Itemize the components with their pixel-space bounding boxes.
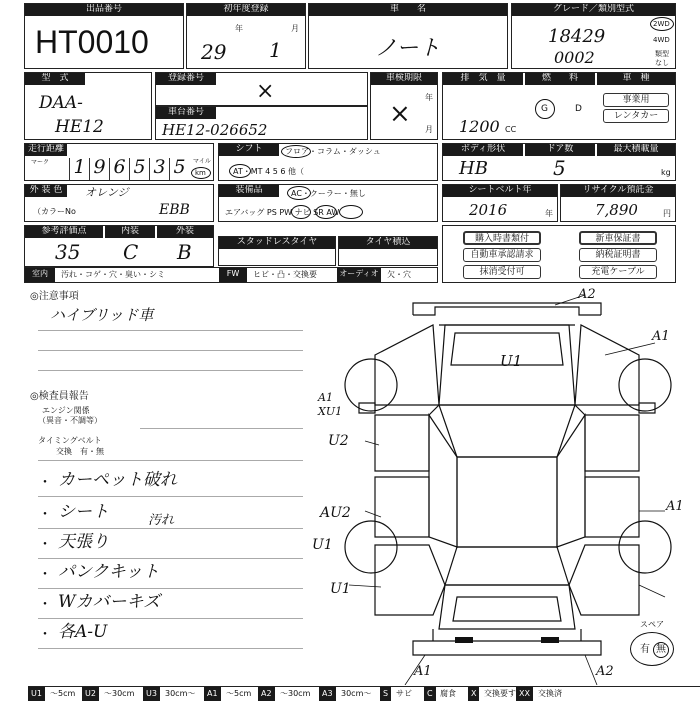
color-no-label: （カラーNo — [33, 207, 76, 216]
door-header: ドア数 — [525, 144, 595, 156]
equipment-row-1: AC・クーラー・無し — [291, 189, 366, 198]
color-value: オレンジ — [85, 186, 129, 199]
engine-header: 排 気 量 — [443, 73, 523, 85]
damage-mark: A1 — [318, 391, 333, 404]
exterior-score: B — [177, 240, 192, 264]
lot-number: HT0010 — [35, 24, 149, 60]
report-bullet: ・ — [38, 507, 52, 523]
studless-box — [218, 236, 336, 266]
ref-score: 35 — [55, 240, 81, 264]
mileage-digit: 5 — [169, 158, 189, 180]
car-name-header: 車 名 — [309, 4, 507, 16]
recycle-box — [560, 184, 676, 222]
model-box — [24, 72, 152, 140]
damage-mark: U2 — [328, 433, 349, 449]
fuel-header: 燃 料 — [525, 73, 595, 85]
mileage-digits — [69, 156, 189, 180]
shift-header: シフト — [219, 144, 279, 156]
damage-mark: A2 — [578, 287, 596, 302]
mileage-unit-km: km — [195, 169, 206, 177]
legend-code: U3 — [143, 687, 160, 701]
color-header: 外 装 色 — [25, 185, 67, 197]
inspection-header: 車検期限 — [371, 73, 437, 85]
legend-code: S — [380, 687, 391, 701]
ruled-line — [38, 460, 303, 461]
equipment-header: 装備品 — [219, 185, 279, 197]
engine-relation-label: エンジン関係 — [42, 406, 90, 415]
seatbelt-value: 2016 — [469, 201, 508, 219]
report-item: 天張り — [58, 532, 109, 552]
legend-code: A3 — [319, 687, 336, 701]
drive-2wd: 2WD — [653, 20, 670, 28]
equipment-row-2: エアバッグ PS PW ナビ SR AW — [225, 208, 340, 217]
report-item: Wカバーキズ — [58, 592, 161, 612]
model-header: 型 式 — [25, 73, 85, 85]
use-business: 事業用 — [603, 93, 669, 107]
tire-box — [338, 236, 438, 266]
seatbelt-unit: 年 — [545, 209, 553, 218]
mileage-digit: 6 — [109, 158, 129, 180]
damage-mark: AU2 — [320, 505, 351, 521]
ruled-line — [38, 528, 303, 529]
report-bullet: ・ — [38, 597, 52, 613]
report-items — [0, 0, 1, 1]
registration-number-header: 登録番号 — [156, 73, 216, 85]
mileage-digit: 9 — [89, 158, 109, 180]
report-bullet: ・ — [38, 537, 52, 553]
ruled-line — [38, 370, 303, 371]
doc-approval: 自動車承認請求 — [463, 248, 541, 262]
damage-mark: A1 — [652, 329, 670, 344]
grade-box — [511, 3, 676, 69]
fuel-g: G — [541, 104, 548, 114]
report-item: カーペット破れ — [58, 470, 177, 490]
first-registration-header: 初年度登録 — [187, 4, 305, 16]
legend-code: U1 — [28, 687, 45, 701]
damage-mark: U1 — [330, 581, 351, 597]
room-row — [24, 267, 438, 283]
legend-text: 30cm～ — [165, 689, 196, 698]
legend-text: 腐食 — [440, 689, 456, 698]
ref-score-header: 参考評価点 — [25, 226, 103, 238]
legend-code: U2 — [82, 687, 99, 701]
damage-mark: A1 — [666, 499, 684, 514]
floor-circle — [281, 145, 311, 158]
mileage-mark: マーク — [31, 159, 50, 166]
doc-cancel: 抹消受付可 — [463, 265, 541, 279]
audio-label: オーディオ — [337, 268, 381, 282]
lot-number-header: 出品番号 — [25, 4, 183, 16]
report-item-2-extra: 汚れ — [148, 513, 175, 528]
damage-mark: A2 — [596, 664, 614, 679]
registration-number: × — [256, 79, 275, 104]
ruled-line — [38, 618, 303, 619]
chassis-number-box — [155, 106, 368, 140]
body-box — [442, 143, 676, 181]
room-label: 室内 — [25, 268, 55, 282]
report-item: シート — [58, 502, 109, 522]
body-value: HB — [459, 158, 488, 179]
door-value: 5 — [553, 156, 566, 180]
inspection-year: 年 — [425, 93, 433, 102]
engine-box — [442, 72, 676, 140]
registration-number-box — [155, 72, 368, 106]
car-name-box — [308, 3, 508, 69]
legend-code: X — [468, 687, 479, 701]
month-unit: 月 — [291, 24, 299, 33]
damage-mark: U1 — [312, 537, 333, 553]
navi-circle — [339, 205, 363, 219]
recycle-unit: 円 — [663, 209, 671, 218]
audio-items: 欠・穴 — [387, 270, 411, 279]
studless-header: スタッドレスタイヤ — [219, 237, 335, 249]
report-item: 各A-U — [58, 622, 108, 642]
spare-label: スペア — [640, 620, 664, 629]
engine-value: 1200 — [459, 117, 500, 136]
legend-text: サビ — [396, 689, 412, 698]
color-no-value: EBB — [159, 202, 190, 218]
shift-box — [218, 143, 438, 181]
recycle-header: リサイクル預託金 — [561, 185, 675, 197]
timing-belt-label: タイミングベルト — [38, 436, 102, 445]
exterior-header: 外装 — [157, 226, 213, 238]
grade-code-2: 0002 — [554, 48, 595, 67]
lot-number-box — [24, 3, 184, 69]
doc-cable: 充電ケーブル — [579, 265, 657, 279]
legend-code: XX — [516, 687, 533, 701]
car-damage-diagram — [305, 285, 695, 685]
legend-text: 30cm～ — [341, 689, 372, 698]
mileage-digit: 1 — [69, 158, 89, 180]
legend-code: C — [424, 687, 436, 701]
mileage-digit: 3 — [149, 158, 169, 180]
ruled-line — [38, 496, 303, 497]
spare-yes: 有 — [640, 644, 650, 655]
capacity-header: 最大積載量 — [597, 144, 675, 156]
spare-no: 無 — [656, 644, 666, 655]
fuel-d: D — [575, 104, 582, 114]
room-items: 汚れ・コゲ・穴・臭い・シミ — [61, 270, 165, 279]
engine-cc: CC — [505, 125, 517, 134]
report-item: パンクキット — [58, 562, 160, 582]
interior-score: C — [123, 240, 139, 264]
mileage-header: 走行距離 — [25, 144, 67, 156]
mileage-box — [24, 143, 214, 181]
chassis-number-header: 車台番号 — [156, 107, 216, 119]
use-rental: レンタカー — [603, 109, 669, 123]
mileage-unit-mile: マイル — [193, 158, 211, 165]
legend-code: A1 — [204, 687, 221, 701]
legend-text: ～5cm — [50, 689, 76, 698]
drive-note-2: なし — [655, 59, 669, 67]
chassis-number: HE12-026652 — [162, 121, 268, 139]
inspection-month: 月 — [425, 125, 433, 134]
damage-mark: U1 — [500, 352, 523, 370]
report-bullet: ・ — [38, 475, 52, 491]
registration-year: 29 — [201, 40, 227, 64]
doc-tax: 納税証明書 — [579, 248, 657, 262]
timing-belt-sub: 交換 有・無 — [56, 447, 104, 456]
ac-circle — [287, 186, 311, 200]
shift-row-2: AT・MT 4 5 6 他（ — [233, 167, 304, 176]
scores-box — [24, 225, 214, 267]
report-title: ◎検査員報告 — [30, 391, 89, 402]
notice-title: ◎注意事項 — [30, 291, 79, 302]
ruled-line — [38, 350, 303, 351]
registration-month: 1 — [269, 38, 282, 62]
report-bullet: ・ — [38, 627, 52, 643]
ruled-line — [38, 330, 303, 331]
seatbelt-header: シートベルト年 — [443, 185, 557, 197]
inspection-value: × — [389, 99, 411, 129]
car-name: ノート — [375, 36, 441, 61]
legend-text: 交換要す — [484, 689, 516, 698]
fw-items: ヒビ・凸・交換要 — [253, 270, 317, 279]
engine-relation-sub: （異音・不調等） — [38, 416, 102, 425]
legend-text: 交換済 — [538, 689, 562, 698]
tire-header: タイヤ積込 — [339, 237, 437, 249]
year-unit: 年 — [235, 24, 243, 33]
mileage-digit: 5 — [129, 158, 149, 180]
legend-text: ～30cm — [280, 689, 311, 698]
damage-mark: A1 — [414, 664, 432, 679]
doc-purchase: 購入時書類付 — [463, 231, 541, 245]
model-value-1: DAA- — [39, 93, 83, 113]
drive-note-1: 類型 — [655, 50, 669, 58]
doc-warranty: 新車保証書 — [579, 231, 657, 245]
legend-code: A2 — [258, 687, 275, 701]
notice-value: ハイブリッド車 — [50, 306, 154, 324]
ruled-line — [38, 558, 303, 559]
first-registration-box — [186, 3, 306, 69]
model-value-2: HE12 — [55, 117, 104, 137]
legend-bar — [28, 686, 700, 700]
shift-row-1: フロア・コラム・ダッシュ — [285, 147, 381, 156]
ruled-line — [38, 588, 303, 589]
ruled-line — [140, 428, 303, 429]
drive-4wd: 4WD — [653, 36, 670, 44]
equipment-box — [218, 184, 438, 222]
fw-label: FW — [219, 268, 247, 282]
recycle-value: 7,890 — [595, 201, 638, 219]
report-bullet: ・ — [38, 567, 52, 583]
grade-code-1: 18429 — [548, 26, 606, 47]
color-box — [24, 184, 214, 222]
ruled-line — [38, 648, 303, 649]
at-circle — [229, 164, 251, 178]
seatbelt-box — [442, 184, 558, 222]
ps-circle — [291, 205, 311, 219]
damage-mark: XU1 — [318, 405, 343, 418]
capacity-unit: kg — [661, 168, 671, 177]
pw-circle — [315, 205, 337, 219]
legend-text: ～30cm — [104, 689, 135, 698]
documents-box — [442, 225, 676, 283]
interior-header: 内装 — [105, 226, 155, 238]
grade-header: グレード／類別型式 — [512, 4, 675, 16]
inspection-box — [370, 72, 438, 140]
body-header: ボディ形状 — [443, 144, 523, 156]
legend-text: ～5cm — [226, 689, 252, 698]
use-header: 車 種 — [597, 73, 675, 85]
